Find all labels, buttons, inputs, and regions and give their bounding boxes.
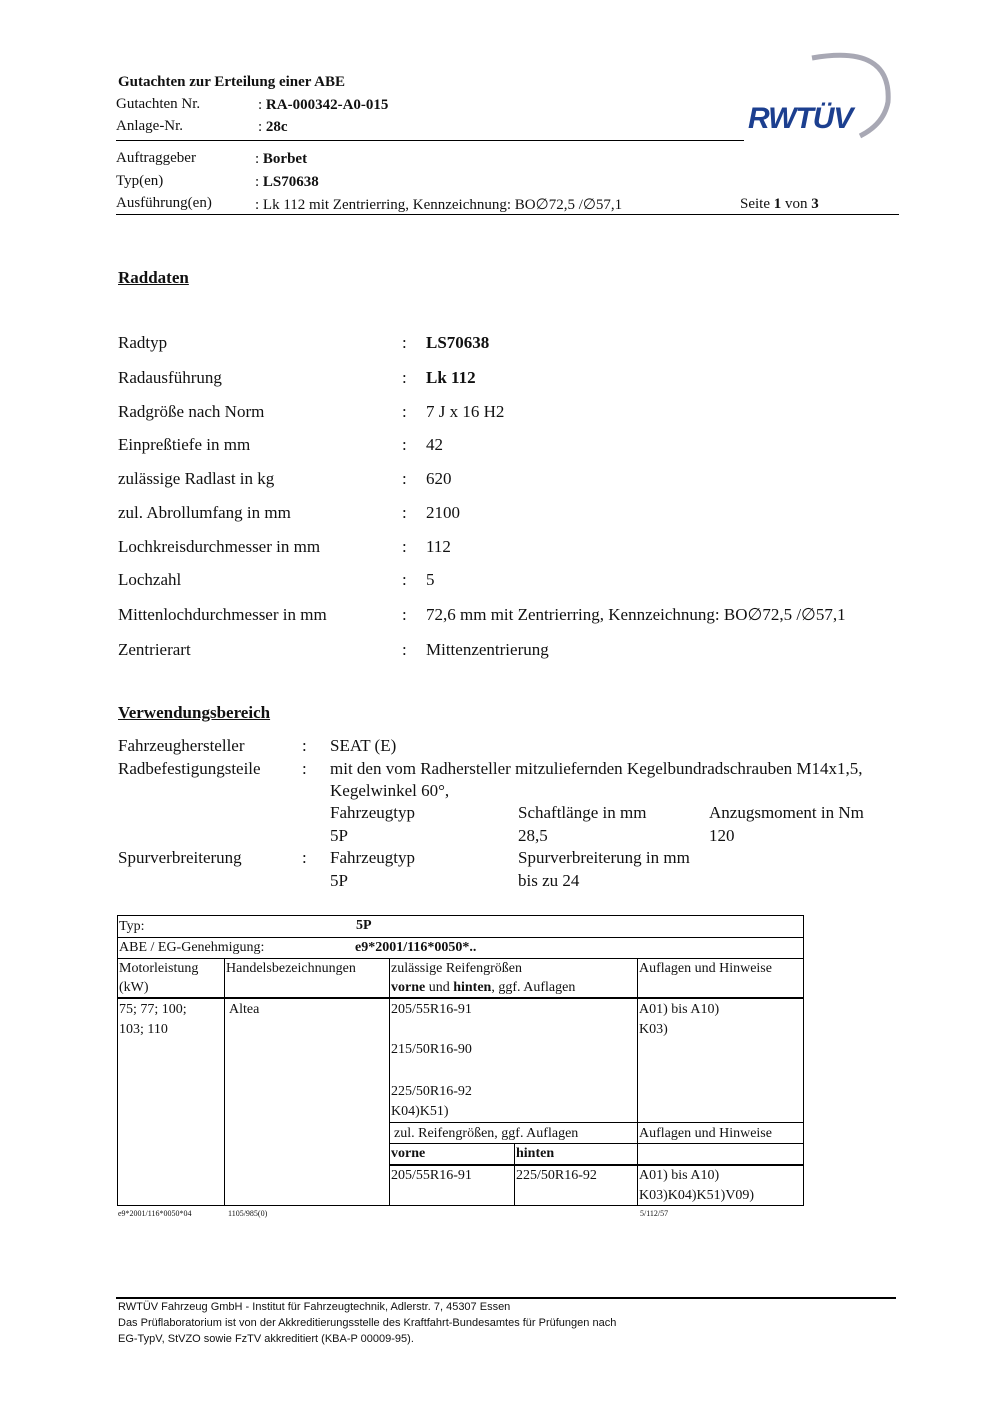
table-foot-pcd: 5/112/57 [640, 1209, 669, 1218]
mixed-auflagen-header: Auflagen und Hinweise [639, 1126, 772, 1141]
footer-divider [116, 1297, 896, 1299]
typ-value: : LS70638 [255, 174, 319, 190]
footer-line3: EG-TypV, StVZO sowie FzTV akkreditiert (KBA-P 00009-95). [118, 1333, 414, 1345]
col-fahrzeugtyp: Fahrzeugtyp [330, 803, 415, 822]
page-number: Seite 1 von 3 [740, 196, 819, 212]
raddaten-colon: : [402, 435, 407, 454]
hersteller-colon: : [302, 736, 307, 755]
tire-size-3-auflagen: K04)K51) [391, 1104, 449, 1119]
val-schaftlaenge: 28,5 [518, 826, 548, 845]
mixed-heading: zul. Reifengrößen, ggf. Auflagen [394, 1126, 579, 1141]
raddaten-colon: : [402, 503, 407, 522]
spur-val-typ: 5P [330, 871, 348, 890]
document-title: Gutachten zur Erteilung einer ABE [118, 74, 345, 90]
hersteller-label: Fahrzeughersteller [118, 736, 245, 755]
col-handel-header: Handelsbezeichnungen [226, 961, 356, 976]
mixed-vorne-header: vorne [391, 1146, 426, 1161]
raddaten-heading: Raddaten [118, 268, 189, 287]
raddaten-value: LS70638 [426, 333, 490, 352]
raddaten-value: 72,6 mm mit Zentrierring, Kennzeichnung: BO∅72,5 /∅57,1 [426, 605, 846, 624]
raddaten-label: Zentrierart [118, 640, 191, 659]
spur-colon: : [302, 848, 307, 867]
gutachten-value: : RA-000342-A0-015 [258, 97, 389, 113]
table-vline [389, 958, 390, 1206]
table-line-thick [117, 997, 804, 999]
table-line-thick [389, 1164, 804, 1166]
table-foot-approval: e9*2001/116*0050*04 [118, 1209, 192, 1218]
raddaten-value: 5 [426, 570, 435, 589]
table-abe-label: ABE / EG-Genehmigung: [119, 940, 265, 955]
tire-size-3: 225/50R16-92 [391, 1084, 472, 1099]
raddaten-label: zulässige Radlast in kg [118, 469, 275, 488]
raddaten-colon: : [402, 640, 407, 659]
rwtuv-logo [742, 50, 894, 142]
motor-line1: 75; 77; 100; [119, 1002, 187, 1017]
col-schaftlaenge: Schaftlänge in mm [518, 803, 647, 822]
anlage-label: Anlage-Nr. [116, 118, 184, 134]
raddaten-value: 2100 [426, 503, 460, 522]
raddaten-value: Mittenzentrierung [426, 640, 549, 659]
raddaten-label: Radgröße nach Norm [118, 402, 265, 421]
raddaten-colon: : [402, 333, 407, 352]
col-reifen-header: zulässige Reifengrößen [391, 961, 523, 976]
table-border-bottom [117, 1205, 804, 1206]
raddaten-colon: : [402, 537, 407, 556]
verwendung-heading: Verwendungsbereich [118, 703, 271, 722]
table-line [117, 937, 804, 938]
befestigung-line1: mit den vom Radhersteller mitzuliefernden Kegelbundradschrauben M14x1,5, [330, 759, 863, 778]
anlage-value: : 28c [258, 119, 288, 135]
spur-col-typ: Fahrzeugtyp [330, 848, 415, 867]
auflagen-line1: A01) bis A10) [639, 1002, 720, 1017]
col-motor-header: Motorleistung [119, 961, 199, 976]
raddaten-label: Mittenlochdurchmesser in mm [118, 605, 327, 624]
table-border-top [117, 915, 804, 916]
col-anzugsmoment: Anzugsmoment in Nm [709, 803, 864, 822]
col-motor-unit: (kW) [119, 980, 149, 995]
raddaten-label: zul. Abrollumfang in mm [118, 503, 291, 522]
val-anzugsmoment: 120 [709, 826, 735, 845]
ausfuehrung-value: : Lk 112 mit Zentrierring, Kennzeichnung: BO∅72,5 /∅57,1 [255, 197, 623, 213]
tire-size-2: 215/50R16-90 [391, 1042, 472, 1057]
logo-text: RWTÜV [748, 102, 853, 135]
table-typ-label: Typ: [119, 919, 145, 934]
table-vline [514, 1143, 515, 1206]
raddaten-value: 112 [426, 537, 451, 556]
spur-col-val: Spurverbreiterung in mm [518, 848, 690, 867]
mixed-vorne-value: 205/55R16-91 [391, 1168, 472, 1183]
raddaten-label: Lochkreisdurchmesser in mm [118, 537, 321, 556]
table-line [117, 958, 804, 959]
ausfuehrung-label: Ausführung(en) [116, 195, 212, 211]
befestigung-label: Radbefestigungsteile [118, 759, 261, 778]
table-typ-value: 5P [356, 918, 372, 933]
table-vline [224, 958, 225, 1206]
befestigung-line2: Kegelwinkel 60°, [330, 781, 450, 800]
tire-size-1: 205/55R16-91 [391, 1002, 472, 1017]
raddaten-value: 620 [426, 469, 452, 488]
header-divider-top [116, 140, 744, 141]
raddaten-value: 7 J x 16 H2 [426, 402, 505, 421]
table-foot-code: 1105/985(0) [228, 1209, 268, 1218]
col-auflagen-header: Auflagen und Hinweise [639, 961, 772, 976]
raddaten-colon: : [402, 570, 407, 589]
raddaten-value: Lk 112 [426, 368, 476, 387]
table-border-left [117, 915, 118, 1206]
table-abe-value: e9*2001/116*0050*.. [355, 940, 477, 955]
auftraggeber-value: : Borbet [255, 151, 308, 167]
footer-line2: Das Prüflaboratorium ist von der Akkreditierungsstelle des Kraftfahrt-Bundesamtes für Prüfungen nach [118, 1317, 617, 1329]
spur-val: bis zu 24 [518, 871, 580, 890]
typ-label: Typ(en) [116, 173, 164, 189]
col-reifen-sub: vorne und hinten, ggf. Auflagen [391, 980, 576, 995]
raddaten-label: Lochzahl [118, 570, 182, 589]
raddaten-colon: : [402, 402, 407, 421]
auflagen-line2: K03) [639, 1022, 668, 1037]
mixed-hinten-header: hinten [516, 1146, 555, 1161]
gutachten-label: Gutachten Nr. [116, 96, 201, 112]
raddaten-colon: : [402, 469, 407, 488]
raddaten-label: Radtyp [118, 333, 168, 352]
befestigung-colon: : [302, 759, 307, 778]
handelsbezeichnung: Altea [229, 1002, 260, 1017]
table-border-right [803, 915, 804, 1206]
footer-line1: RWTÜV Fahrzeug GmbH - Institut für Fahrzeugtechnik, Adlerstr. 7, 45307 Essen [118, 1301, 511, 1313]
table-line [389, 1122, 804, 1123]
raddaten-label: Einpreßtiefe in mm [118, 435, 251, 454]
mixed-hinten-value: 225/50R16-92 [516, 1168, 597, 1183]
hersteller-value: SEAT (E) [330, 736, 397, 755]
motor-line2: 103; 110 [119, 1022, 168, 1037]
val-fahrzeugtyp: 5P [330, 826, 348, 845]
header-divider-bottom [116, 214, 899, 215]
table-line [389, 1143, 804, 1144]
mixed-auflagen-line2: K03)K04)K51)V09) [639, 1188, 755, 1203]
raddaten-value: 42 [426, 435, 443, 454]
mixed-auflagen-line1: A01) bis A10) [639, 1168, 720, 1183]
spur-label: Spurverbreiterung [118, 848, 242, 867]
table-vline [637, 958, 638, 1206]
raddaten-colon: : [402, 368, 407, 387]
raddaten-label: Radausführung [118, 368, 222, 387]
auftraggeber-label: Auftraggeber [116, 150, 196, 166]
raddaten-colon: : [402, 605, 407, 624]
